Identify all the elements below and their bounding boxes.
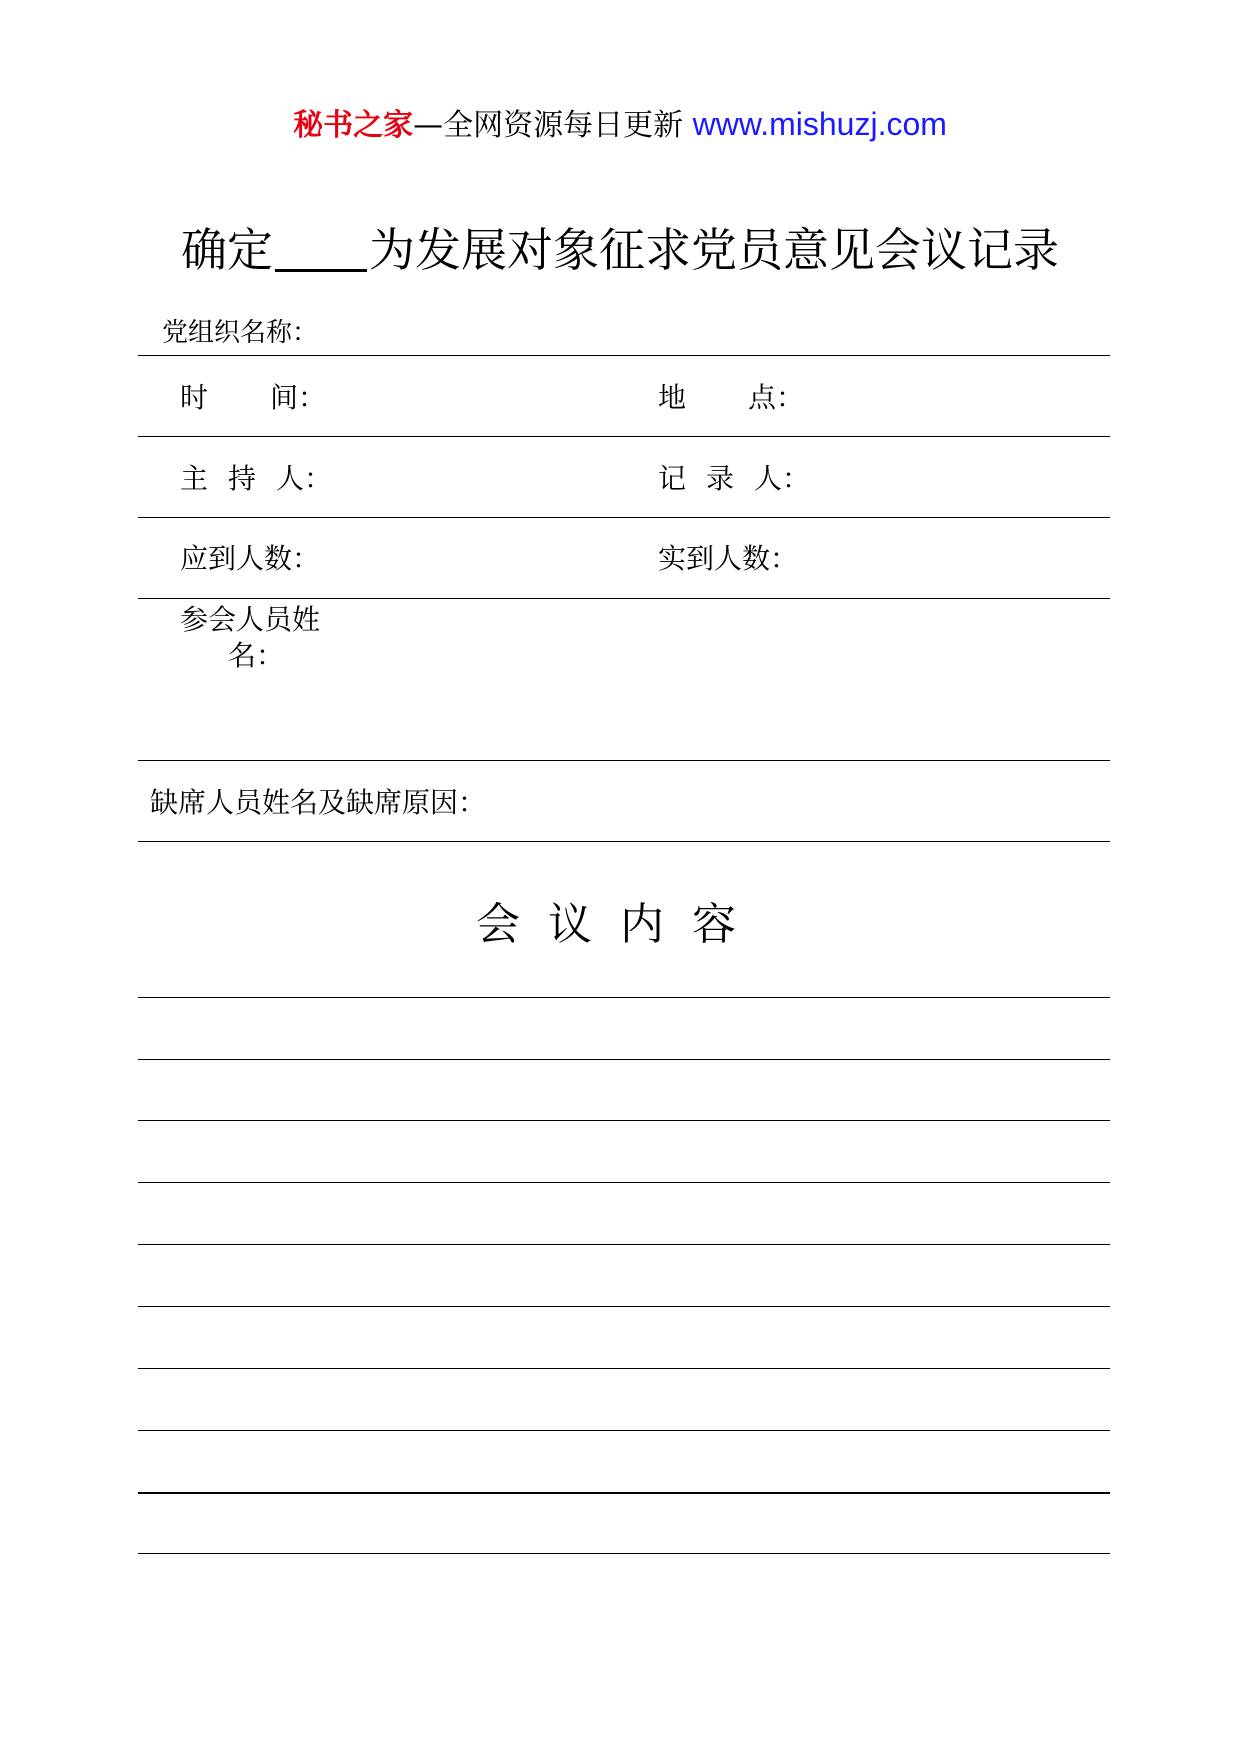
expected-count-label: 应到人数： xyxy=(180,542,321,575)
time-label xyxy=(180,380,326,416)
recorder-label-char: 记 xyxy=(658,462,687,495)
form-rule-line xyxy=(138,760,1110,761)
writing-line xyxy=(138,1430,1110,1431)
location-label xyxy=(658,380,804,416)
writing-line xyxy=(138,1553,1110,1554)
time-label-char: 时 xyxy=(180,381,209,414)
brand-name: 秘书之家 xyxy=(293,108,414,143)
writing-line xyxy=(138,1120,1110,1121)
header-slogan: —全网资源每日更新 xyxy=(413,108,684,143)
form-rule-line xyxy=(138,355,1110,356)
writing-line xyxy=(138,997,1110,998)
attendees-label-line2: 名： xyxy=(228,639,285,672)
host-label xyxy=(180,461,332,497)
recorder-label-char: 录 xyxy=(706,462,735,495)
form-rule-line xyxy=(138,841,1110,842)
writing-line xyxy=(138,1368,1110,1369)
site-header xyxy=(0,104,1240,146)
form-rule-line xyxy=(138,598,1110,599)
title-prefix: 确定 xyxy=(181,223,273,277)
recorder-label xyxy=(658,461,810,497)
time-label-char: 间： xyxy=(270,381,327,414)
writing-line xyxy=(138,1182,1110,1183)
form-rule-line xyxy=(138,436,1110,437)
writing-line xyxy=(138,1059,1110,1060)
writing-line xyxy=(138,1492,1110,1494)
absent-label: 缺席人员姓名及缺席原因： xyxy=(150,786,487,819)
recorder-label-char: 人： xyxy=(754,462,811,495)
org-name-label: 党组织名称： xyxy=(162,318,319,348)
actual-count-label: 实到人数： xyxy=(658,542,799,575)
host-label-char: 持 xyxy=(228,462,257,495)
attendees-label xyxy=(180,602,350,674)
location-label-char: 点： xyxy=(748,381,805,414)
document-title xyxy=(0,222,1240,278)
writing-line xyxy=(138,1244,1110,1245)
location-label-char: 地 xyxy=(658,381,687,414)
title-suffix: 为发展对象征求党员意见会议记录 xyxy=(369,223,1059,277)
attendees-label-line1: 参会人员姓 xyxy=(180,603,321,636)
title-blank-underline xyxy=(275,229,367,272)
form-rule-line xyxy=(138,517,1110,518)
site-url-link[interactable]: www.mishuzj.com xyxy=(692,106,947,142)
host-label-char: 人： xyxy=(276,462,333,495)
meeting-content-heading: 会议内容 xyxy=(476,899,764,950)
writing-line xyxy=(138,1306,1110,1307)
host-label-char: 主 xyxy=(180,462,209,495)
